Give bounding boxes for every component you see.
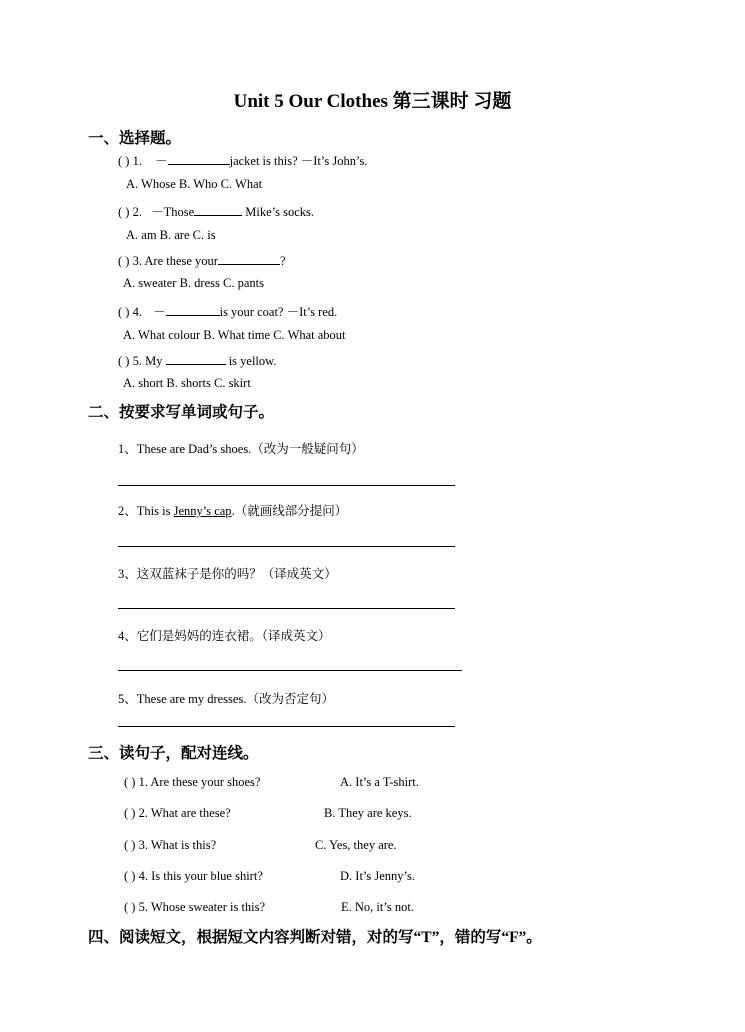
q1-options: A. Whose B. Who C. What — [126, 177, 263, 191]
q5-number: ( ) 5. — [118, 354, 142, 368]
section4-heading: 四、阅读短文，根据短文内容判断对错，对的写“T”，错的写“F”。 — [88, 929, 542, 946]
q5-options: A. short B. shorts C. skirt — [123, 376, 251, 390]
rewrite-item-2-post: .（就画线部分提问） — [231, 504, 348, 518]
answer-line-2[interactable] — [118, 546, 455, 547]
q4-stem-b: is your coat? －It’s red. — [219, 305, 338, 319]
section2-heading: 二、按要求写单词或句子。 — [88, 404, 275, 421]
q4-options: A. What colour B. What time C. What about — [123, 328, 346, 342]
match-right-a: A. It’s a T-shirt. — [340, 775, 419, 789]
rewrite-item-3-num: 3、 — [118, 567, 137, 581]
section3-heading: 三、读句子，配对连线。 — [88, 745, 259, 762]
q1-blank — [168, 152, 230, 165]
q3-blank — [218, 252, 280, 265]
answer-line-3[interactable] — [118, 608, 455, 609]
rewrite-item-5-num: 5、 — [118, 692, 137, 706]
q4-number: ( ) 4. — [118, 305, 142, 319]
question-2 — [118, 202, 314, 220]
match-left-1: ( ) 1. Are these your shoes? — [124, 775, 261, 789]
q2-stem-b: Mike’s socks. — [242, 205, 315, 219]
q3-number: ( ) 3. — [118, 254, 142, 268]
question-1 — [118, 151, 367, 169]
q1-stem-b: jacket is this? －It’s John’s. — [229, 154, 368, 168]
q5-stem-b: is yellow. — [225, 354, 277, 368]
rewrite-item-5-text: These are my dresses.（改为否定句） — [136, 692, 334, 706]
q2-blank — [194, 203, 242, 216]
match-right-e: E. No, it’s not. — [341, 900, 414, 914]
match-left-2: ( ) 2. What are these? — [124, 806, 231, 820]
q1-number: ( ) 1. — [118, 154, 142, 168]
rewrite-item-4-text: 它们是妈妈的连衣裙。（译成英文） — [136, 629, 331, 643]
rewrite-item-3-text: 这双蓝袜子是你的吗？（译成英文） — [136, 567, 337, 581]
match-right-b: B. They are keys. — [324, 806, 412, 820]
question-5 — [118, 352, 277, 369]
rewrite-item-3 — [118, 564, 337, 582]
q4-stem-a: － — [153, 305, 166, 319]
match-right-c: C. Yes, they are. — [315, 838, 397, 852]
rewrite-item-4 — [118, 626, 331, 644]
q4-blank — [166, 303, 220, 316]
page-title: Unit 5 Our Clothes 第三课时 习题 — [233, 91, 512, 112]
answer-line-1[interactable] — [118, 485, 455, 486]
answer-line-5[interactable] — [118, 726, 455, 727]
q5-blank — [166, 352, 226, 365]
q2-options: A. am B. are C. is — [126, 228, 216, 242]
question-4 — [118, 302, 337, 320]
rewrite-item-2 — [118, 501, 347, 519]
rewrite-item-1-num: 1、 — [118, 442, 137, 456]
q2-number: ( ) 2. — [118, 205, 142, 219]
match-right-d: D. It’s Jenny’s. — [340, 869, 415, 883]
answer-line-4[interactable] — [118, 670, 462, 671]
rewrite-item-2-num: 2、 — [118, 504, 137, 518]
rewrite-item-2-underlined: Jenny’s cap — [173, 504, 232, 518]
section1-heading: 一、选择题。 — [88, 130, 182, 147]
rewrite-item-4-num: 4、 — [118, 629, 137, 643]
q5-stem-a: My — [145, 354, 166, 368]
rewrite-item-5 — [118, 689, 334, 707]
q1-stem-a: － — [155, 154, 168, 168]
rewrite-item-2-pre: This is — [136, 504, 174, 518]
match-left-4: ( ) 4. Is this your blue shirt? — [124, 869, 263, 883]
match-left-3: ( ) 3. What is this? — [124, 838, 217, 852]
match-left-5: ( ) 5. Whose sweater is this? — [124, 900, 266, 914]
rewrite-item-1 — [118, 439, 364, 457]
q3-stem-b: ? — [279, 254, 286, 268]
question-3 — [118, 252, 286, 269]
q3-stem-a: Are these your — [144, 254, 218, 268]
rewrite-item-1-text: These are Dad’s shoes.（改为一般疑问句） — [136, 442, 364, 456]
q3-options: A. sweater B. dress C. pants — [123, 276, 264, 290]
q2-stem-a: －Those — [151, 205, 195, 219]
